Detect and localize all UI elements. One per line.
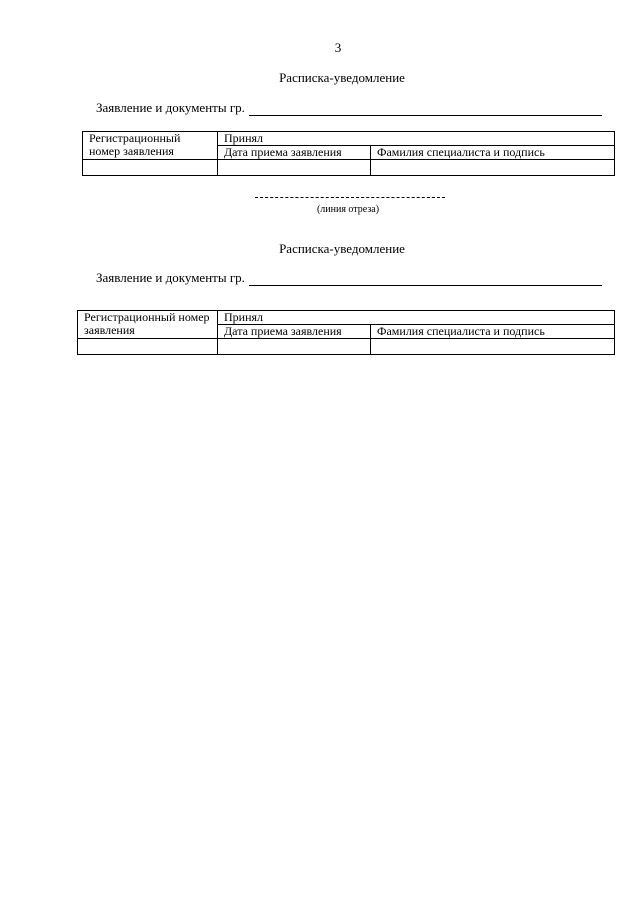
receipt-title: Расписка-уведомление <box>279 70 405 85</box>
specialist-cell[interactable] <box>371 339 615 355</box>
applicant-label: Заявление и документы гр. <box>96 270 245 285</box>
applicant-name-field[interactable] <box>249 102 602 116</box>
receipt-table <box>77 310 615 355</box>
reg-number-header: Регистрационный номер заявления <box>78 311 218 339</box>
receipt-table <box>82 131 615 176</box>
date-header: Дата приема заявления <box>218 325 371 339</box>
applicant-line <box>96 100 602 116</box>
page-number: 3 <box>334 40 342 55</box>
cut-line-caption: (линия отреза) <box>316 204 380 215</box>
accepted-header: Принял <box>218 311 615 325</box>
specialist-header: Фамилия специалиста и подпись <box>371 325 615 339</box>
specialist-header: Фамилия специалиста и подпись <box>371 146 615 160</box>
date-cell[interactable] <box>218 160 371 176</box>
receipt-title: Расписка-уведомление <box>279 241 405 256</box>
specialist-cell[interactable] <box>371 160 615 176</box>
date-cell[interactable] <box>218 339 371 355</box>
cut-line <box>255 197 445 198</box>
reg-number-cell[interactable] <box>83 160 218 176</box>
reg-number-cell[interactable] <box>78 339 218 355</box>
reg-number-header: Регистрационный номер заявления <box>83 132 218 160</box>
applicant-line <box>96 270 602 286</box>
applicant-label: Заявление и документы гр. <box>96 100 245 115</box>
date-header: Дата приема заявления <box>218 146 371 160</box>
accepted-header: Принял <box>218 132 615 146</box>
applicant-name-field[interactable] <box>249 272 602 286</box>
